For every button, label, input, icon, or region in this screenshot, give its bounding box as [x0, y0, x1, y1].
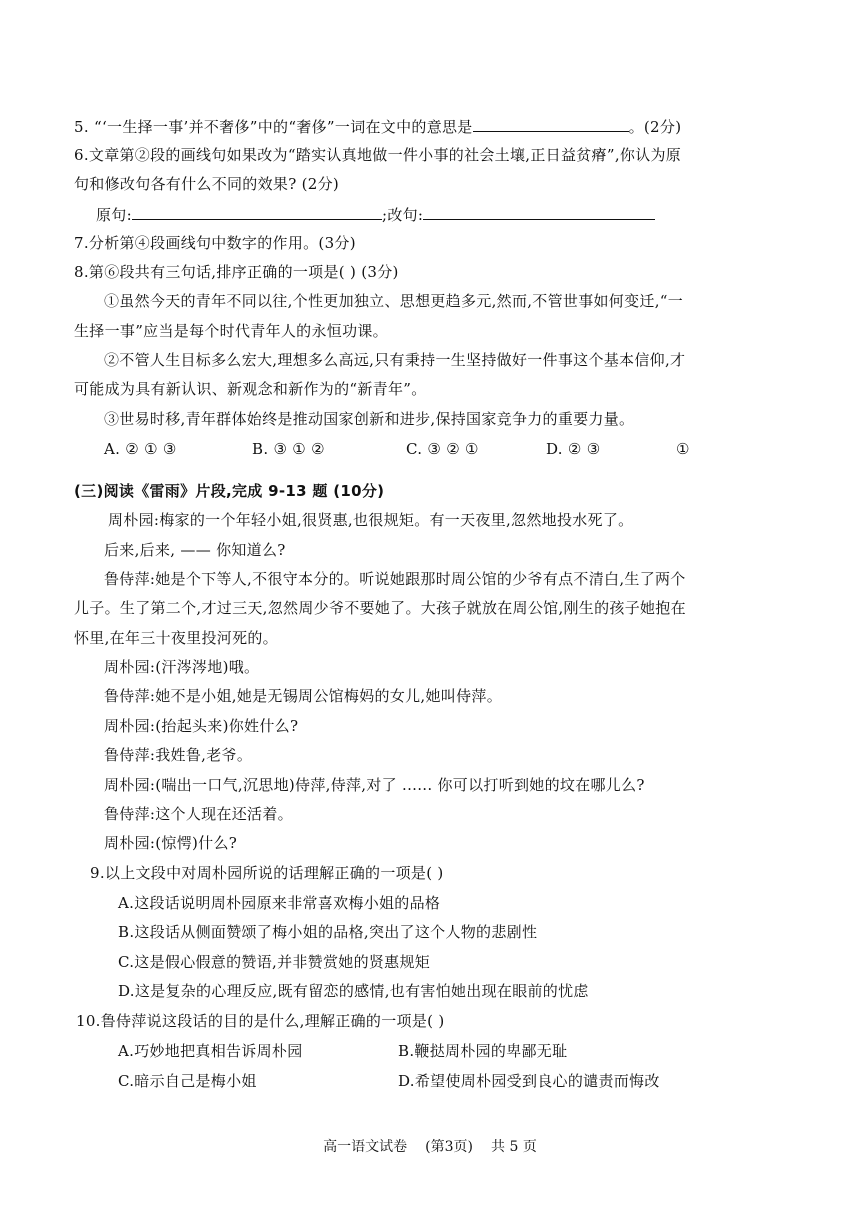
dialogue-line: 儿子。生了第二个,才过三天,忽然周少爷不要她了。大孩子就放在周公馆,刚生的孩子她抱在: [74, 599, 686, 617]
question-5: [74, 116, 681, 137]
sentence-1-line1: ①虽然今天的青年不同以往,个性更加独立、思想更趋多元,然而,不管世事如何变迁,“一: [104, 292, 684, 310]
original-sentence-blank[interactable]: [132, 204, 382, 220]
question-10-stem: 10.鲁侍萍说这段话的目的是什么,理解正确的一项是( ): [76, 1012, 445, 1030]
answer-blank[interactable]: [473, 116, 629, 132]
dialogue-line: 鲁侍萍:她是个下等人,不很守本分的。听说她跟那时周公馆的少爷有点不清白,生了两个: [104, 570, 686, 588]
question-8-stem: 8.第⑥段共有三句话,排序正确的一项是( ) (3分): [74, 263, 399, 281]
question-8-option-c[interactable]: C. ③ ② ①: [406, 440, 479, 458]
dialogue-line: 怀里,在年三十夜里投河死的。: [74, 629, 278, 647]
question-10-option-a[interactable]: A.巧妙地把真相告诉周朴园: [118, 1042, 303, 1060]
question-9-option-b[interactable]: B.这段话从侧面赞颂了梅小姐的品格,突出了这个人物的悲剧性: [118, 923, 538, 941]
question-8-option-d[interactable]: D. ② ③: [546, 440, 601, 458]
exam-title: 高一语文试卷: [323, 1139, 408, 1155]
page-number: (第3页): [425, 1139, 474, 1155]
dialogue-line: 鲁侍萍:这个人现在还活着。: [104, 805, 293, 823]
dialogue-line: 鲁侍萍:我姓鲁,老爷。: [104, 746, 253, 764]
question-9-stem: 9.以上文段中对周朴园所说的话理解正确的一项是( ): [90, 864, 444, 882]
question-5-text: 5. “‘一生择一事’并不奢侈”中的“奢侈”一词在文中的意思是: [74, 118, 473, 136]
sentence-2-line1: ②不管人生目标多么宏大,理想多么高远,只有秉持一生坚持做好一件事这个基本信仰,才: [104, 351, 686, 369]
question-8-option-d-tail: ①: [676, 440, 690, 458]
dialogue-line: 鲁侍萍:她不是小姐,她是无锡周公馆梅妈的女儿,她叫侍萍。: [104, 687, 502, 705]
question-9-option-a[interactable]: A.这段话说明周朴园原来非常喜欢梅小姐的品格: [118, 894, 441, 912]
question-10-option-d[interactable]: D.希望使周朴园受到良心的谴责而悔改: [398, 1072, 660, 1090]
section-3-heading: (三)阅读《雷雨》片段,完成 9-13 题 (10分): [74, 482, 385, 500]
question-6-answer-row: [96, 204, 655, 225]
question-10-option-b[interactable]: B.鞭挞周朴园的卑鄙无耻: [398, 1042, 568, 1060]
dialogue-line: 周朴园:梅家的一个年轻小姐,很贤惠,也很规矩。有一天夜里,忽然地投水死了。: [108, 511, 634, 529]
page-total: 共 5 页: [491, 1139, 537, 1155]
modified-sentence-blank[interactable]: [423, 204, 655, 220]
original-sentence-label: 原句:: [96, 206, 132, 224]
sentence-2-line2: 可能成为具有新认识、新观念和新作为的“新青年”。: [74, 380, 427, 398]
question-6-line2: 句和修改句各有什么不同的效果? (2分): [74, 175, 340, 193]
question-6-line1: 6.文章第②段的画线句如果改为“踏实认真地做一件小事的社会土壤,正日益贫瘠”,你认为原: [74, 146, 682, 164]
question-9-option-d[interactable]: D.这是复杂的心理反应,既有留恋的感情,也有害怕她出现在眼前的忧虑: [118, 982, 589, 1000]
question-8-option-a[interactable]: A. ② ① ③: [104, 440, 177, 458]
dialogue-line: 周朴园:(汗涔涔地)哦。: [104, 658, 260, 676]
dialogue-line: 后来,后来, —— 你知道么?: [104, 541, 286, 559]
sentence-1-line2: 生择一事”应当是每个时代青年人的永恒功课。: [74, 322, 388, 340]
question-10-option-c[interactable]: C.暗示自己是梅小姐: [118, 1072, 257, 1090]
dialogue-line: 周朴园:(惊愕)什么?: [104, 834, 238, 852]
question-9-option-c[interactable]: C.这是假心假意的赞语,并非赞赏她的贤惠规矩: [118, 953, 431, 971]
sentence-3: ③世易时移,青年群体始终是推动国家创新和进步,保持国家竞争力的重要力量。: [104, 410, 635, 428]
dialogue-line: 周朴园:(喘出一口气,沉思地)侍萍,侍萍,对了 ...... 你可以打听到她的坟在哪儿么?: [104, 776, 645, 794]
question-5-points: 。(2分): [628, 118, 682, 136]
dialogue-line: 周朴园:(抬起头来)你姓什么?: [104, 717, 299, 735]
question-7: 7.分析第④段画线句中数字的作用。(3分): [74, 234, 356, 252]
modified-sentence-label: ;改句:: [381, 206, 424, 224]
question-8-option-b[interactable]: B. ③ ① ②: [252, 440, 325, 458]
page-footer: [0, 1137, 860, 1157]
